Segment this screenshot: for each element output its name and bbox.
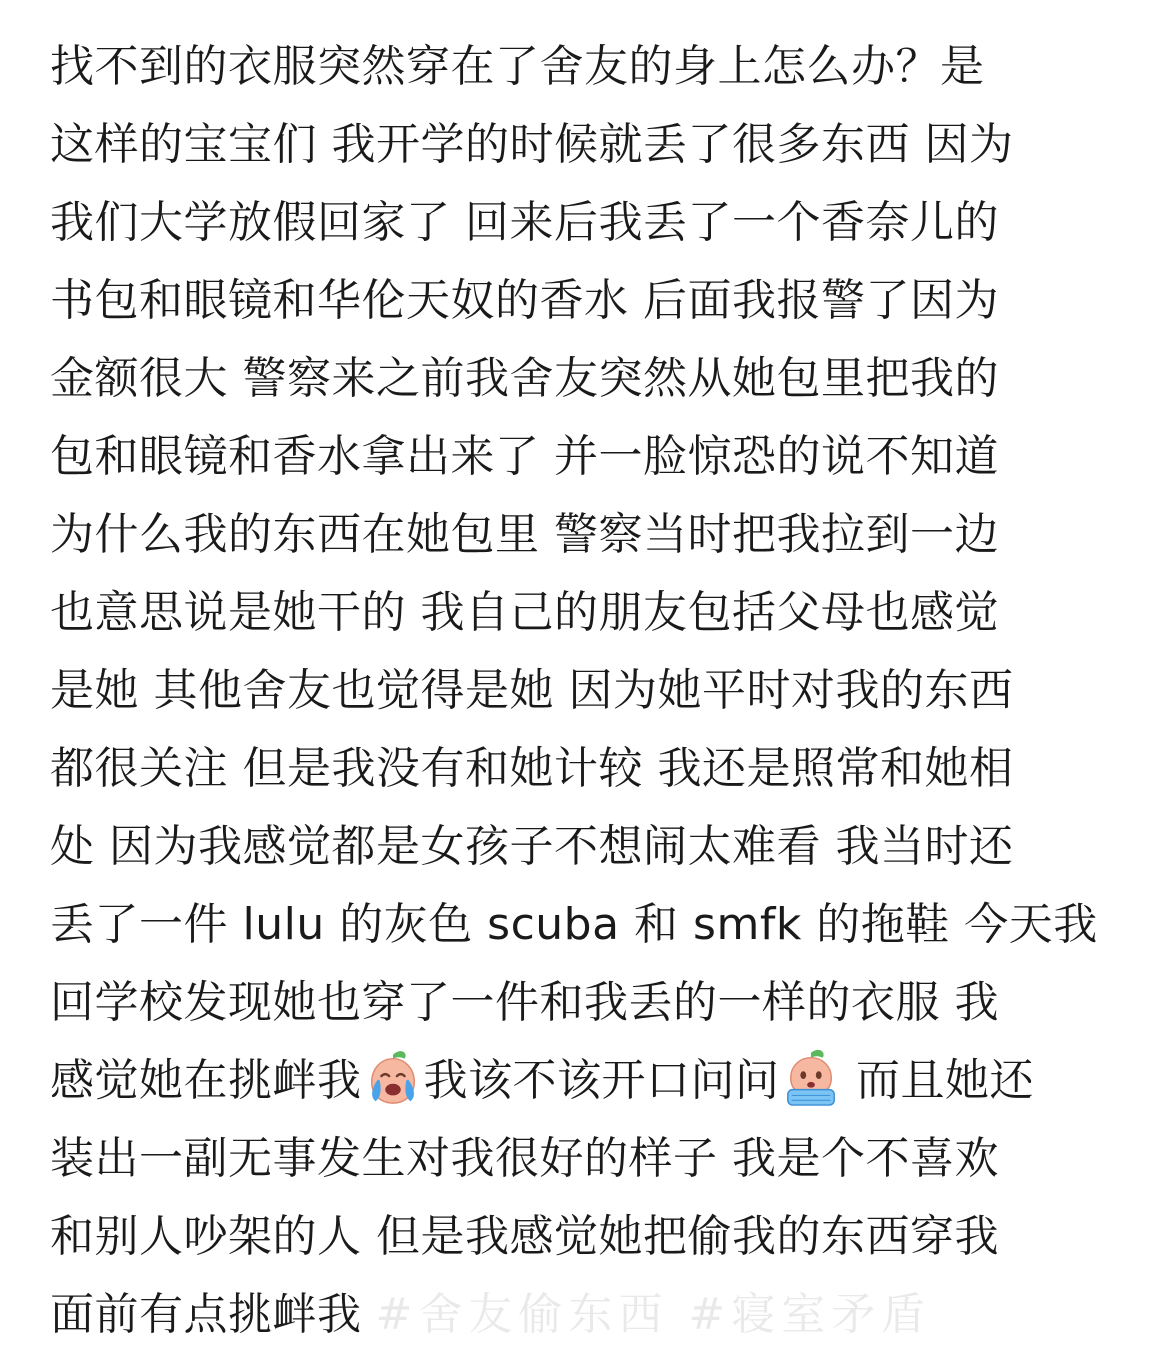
text-line: 书包和眼镜和华伦天奴的香水 后面我报警了因为	[50, 275, 999, 326]
text-segment: 面前有点挑衅我	[50, 1289, 362, 1340]
text-line: 处 因为我感觉都是女孩子不想闹太难看 我当时还	[50, 821, 1014, 872]
text-line: 装出一副无事发生对我很好的样子 我是个不喜欢	[50, 1133, 999, 1184]
text-line: 我们大学放假回家了 回来后我丢了一个香奈儿的	[50, 197, 999, 248]
text-line: 丢了一件 lulu 的灰色 scuba 和 smfk 的拖鞋 今天我	[50, 899, 1098, 950]
text-segment: 而且她还	[841, 1055, 1034, 1106]
text-line: 为什么我的东西在她包里 警察当时把我拉到一边	[50, 509, 999, 560]
text-line: 找不到的衣服突然穿在了舍友的身上怎么办？是	[50, 41, 985, 92]
text-segment: 我该不该开口问问	[423, 1055, 780, 1106]
text-line: 回学校发现她也穿了一件和我丢的一样的衣服 我	[50, 977, 999, 1028]
text-line: 这样的宝宝们 我开学的时候就丢了很多东西 因为	[50, 119, 1014, 170]
post-body	[50, 28, 1140, 1354]
text-line: 和别人吵架的人 但是我感觉她把偷我的东西穿我	[50, 1211, 999, 1262]
text-line: 是她 其他舍友也觉得是她 因为她平时对我的东西	[50, 665, 1014, 716]
text-line: 包和眼镜和香水拿出来了 并一脸惊恐的说不知道	[50, 431, 999, 482]
crying-peach-emoji-icon	[364, 1049, 422, 1107]
text-line: 也意思说是她干的 我自己的朋友包括父母也感觉	[50, 587, 999, 638]
sobbing-peach-emoji-icon	[782, 1049, 840, 1107]
text-line: 金额很大 警察来之前我舍友突然从她包里把我的	[50, 353, 999, 404]
text-line-with-emoji	[50, 1042, 1140, 1120]
faded-hashtags: #舍友偷东西 #寝室矛盾	[375, 1289, 932, 1340]
text-segment: 感觉她在挑衅我	[50, 1055, 362, 1106]
text-line-last	[50, 1276, 1140, 1354]
text-line: 都很关注 但是我没有和她计较 我还是照常和她相	[50, 743, 1014, 794]
